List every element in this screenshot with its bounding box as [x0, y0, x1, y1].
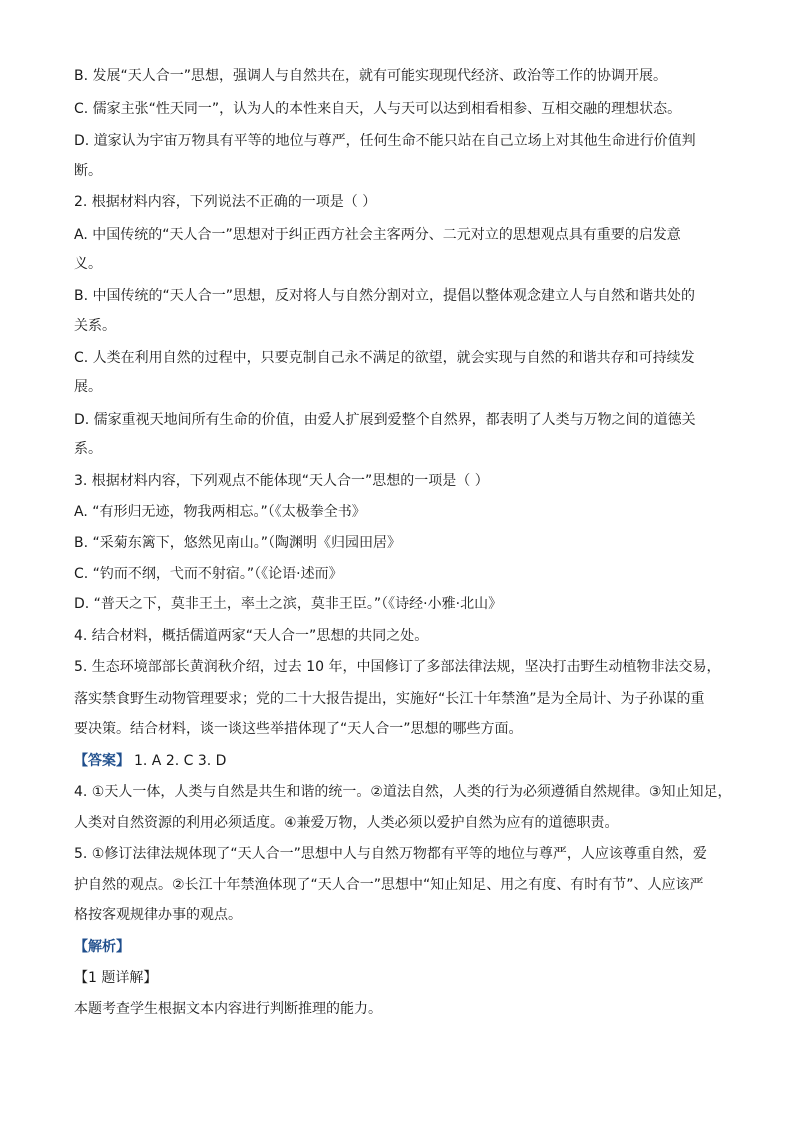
answer-5-line3: 格按客观规律办事的观点。 — [74, 907, 242, 923]
answer-5-line2: 护自然的观点。②长江十年禁渔体现了“天人合一”思想中“知止知足、用之有度、有时有节”、人应该严 — [74, 877, 704, 893]
question-2-stem: 2. 根据材料内容，下列说法不正确的一项是（ ） — [74, 194, 377, 210]
question-2-option-a-cont: 义。 — [74, 256, 102, 272]
answer-choices: 1. A 2. C 3. D — [134, 753, 227, 769]
option-d-text-cont: 断。 — [74, 163, 102, 179]
analysis-label-text: 【解析】 — [74, 939, 130, 955]
question-3-option-a: A. “有形归无迹，物我两相忘。”（《太极拳全书》 — [74, 504, 366, 520]
question-3-stem: 3. 根据材料内容，下列观点不能体现“天人合一”思想的一项是（ ） — [74, 473, 489, 489]
question-3-option-d: D. “普天之下，莫非王土，率土之滨，莫非王臣。”（《诗经·小雅·北山》 — [74, 596, 503, 612]
question-2-option-b-cont: 关系。 — [74, 318, 116, 334]
answer-4-line2: 人类对自然资源的利用必须适度。④兼爱万物，人类必须以爱护自然为应有的道德职责。 — [74, 815, 619, 831]
question-2-option-c-cont: 展。 — [74, 379, 102, 395]
option-c-text: C. 儒家主张“性天同一”，认为人的本性来自天，人与天可以达到相看相参、互相交融的理想状态。 — [74, 101, 682, 117]
question-4-stem: 4. 结合材料，概括儒道两家“天人合一”思想的共同之处。 — [74, 628, 429, 644]
question-2-option-c: C. 人类在利用自然的过程中，只要克制自己永不满足的欲望，就会实现与自然的和谐共存和可持续发 — [74, 350, 695, 366]
question-2-option-a: A. 中国传统的“天人合一”思想对于纠正西方社会主客两分、二元对立的思想观点具有重要的启发意 — [74, 227, 681, 243]
answer-label: 【答案】 — [74, 753, 130, 769]
option-b-text: B. 发展“天人合一”思想，强调人与自然共在，就有可能实现现代经济、政治等工作的协调开展。 — [74, 68, 668, 84]
answer-4-line1: 4. ①天人一体，人类与自然是共生和谐的统一。②道法自然，人类的行为必须遵循自然规律。③知止知足， — [74, 784, 732, 800]
answer-row — [74, 751, 734, 771]
question-2-option-d-cont: 系。 — [74, 441, 102, 457]
question-2-option-b: B. 中国传统的“天人合一”思想，反对将人与自然分割对立，提倡以整体观念建立人与自然和谐共处的 — [74, 288, 696, 304]
question-5-stem-line3: 要决策。结合材料，谈一谈这些举措体现了“天人合一”思想的哪些方面。 — [74, 721, 523, 737]
question-5-stem: 5. 生态环境部部长黄润秋介绍，过去 10 年，中国修订了多部法律法规，坚决打击野生动植物非法交易， — [74, 659, 721, 675]
detail-1-heading: 【1 题详解】 — [74, 970, 158, 986]
detail-1-text: 本题考查学生根据文本内容进行判断推理的能力。 — [74, 1001, 382, 1017]
question-2-option-d: D. 儒家重视天地间所有生命的价值，由爱人扩展到爱整个自然界，都表明了人类与万物之间的道德关 — [74, 412, 696, 428]
analysis-label — [74, 937, 734, 957]
answer-5-line1: 5. ①修订法律法规体现了“天人合一”思想中人与自然万物都有平等的地位与尊严，人应该尊重自然，爱 — [74, 846, 707, 862]
question-5-stem-line2: 落实禁食野生动物管理要求；党的二十大报告提出，实施好“长江十年禁渔”是为全局计、为子孙谋的重 — [74, 691, 705, 707]
question-3-option-b: B. “采菊东篱下，悠然见南山。”（陶渊明《归园田居》 — [74, 535, 402, 551]
option-d-text: D. 道家认为宇宙万物具有平等的地位与尊严，任何生命不能只站在自己立场上对其他生命进行价值判 — [74, 133, 696, 149]
question-3-option-c: C. “钓而不纲，弋而不射宿。”（《论语·述而》 — [74, 566, 343, 582]
